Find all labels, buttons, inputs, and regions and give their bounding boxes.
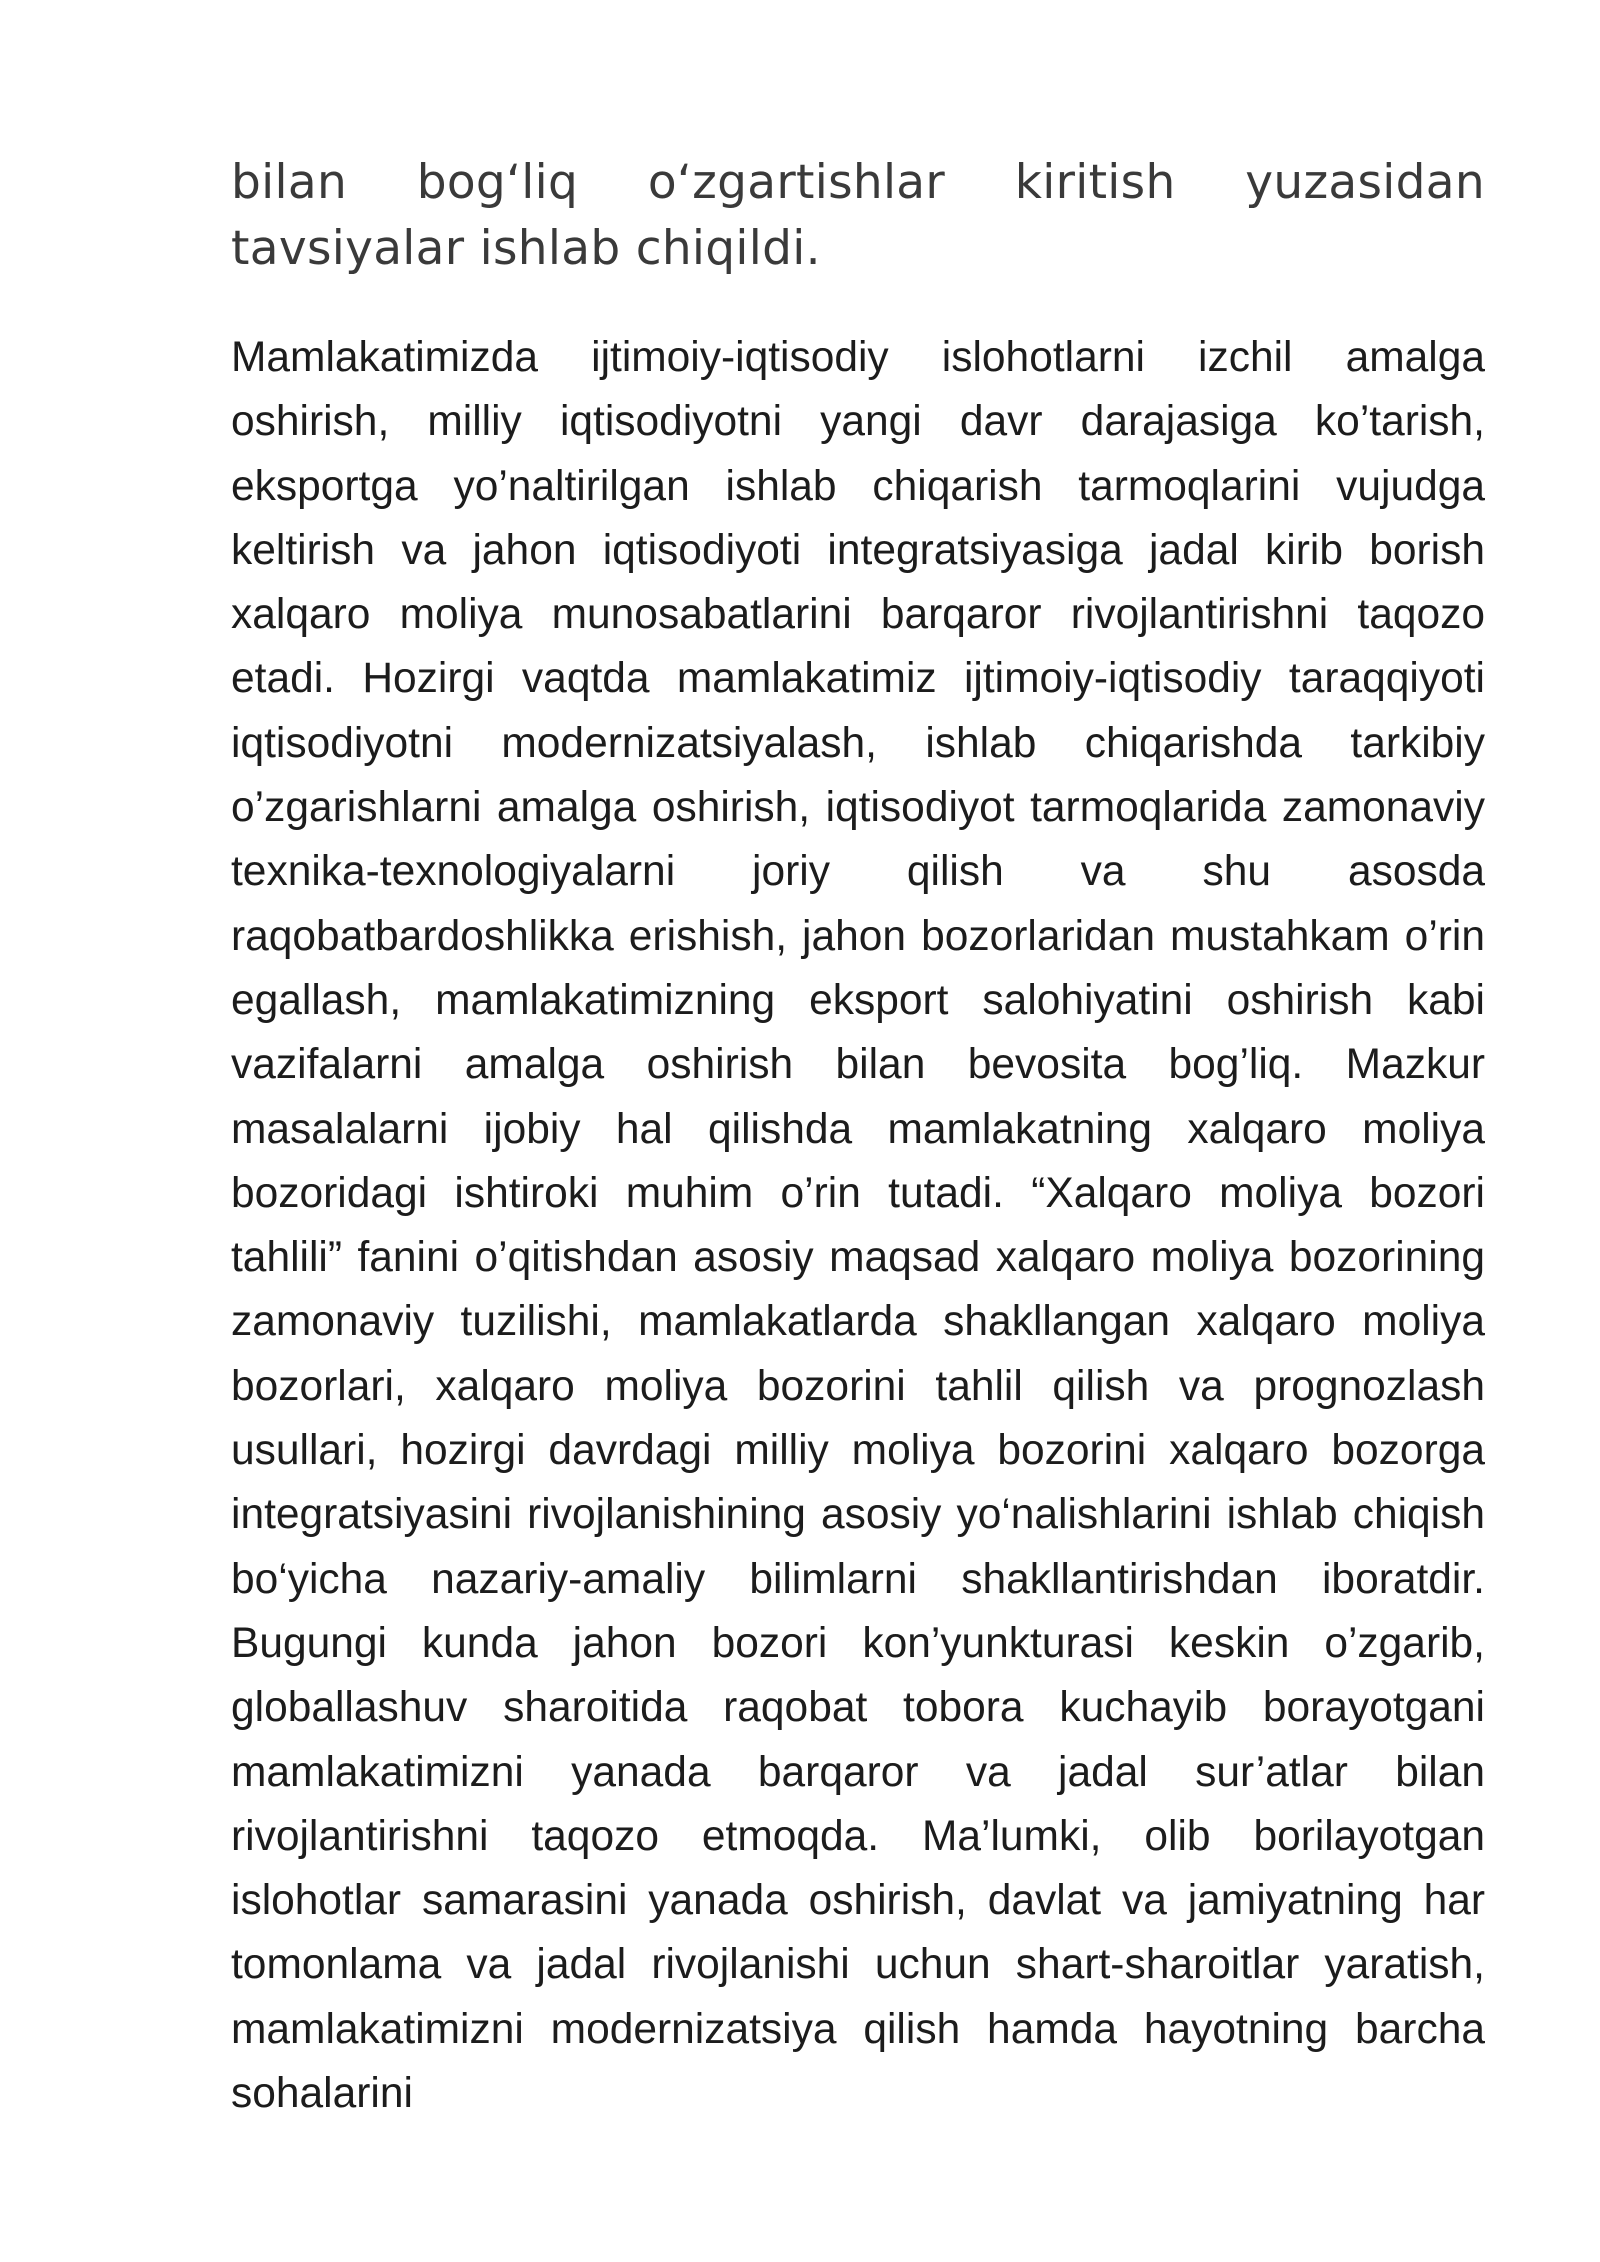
page-content: [231, 150, 1485, 2126]
lead-paragraph: bilan bog‘liq o‘zgartishlar kiritish yuzasidan tavsiyalar ishlab chiqildi.: [231, 155, 1485, 276]
main-paragraph: Mamlakatimizda ijtimoiy-iqtisodiy islohotlarni izchil amalga oshirish, milliy iqtisodiyotni yangi davr darajasiga ko’tarish, eksportga yo’naltirilgan ishlab chiqarish tarmoqlarini vujudga keltirish va jahon iqtisodiyoti integratsiyasiga jadal kirib borish xalqaro moliya munosabatlarini barqaror rivojlantirishni taqozo etadi. Hozirgi vaqtda mamlakatimiz ijtimoiy-iqtisodiy taraqqiyoti iqtisodiyotni modernizatsiyalash, ishlab chiqarishda tarkibiy o’zgarishlarni amalga oshirish, iqtisodiyot tarmoqlarida zamonaviy texnika-texnologiyalarni joriy qilish va shu asosda raqobatbardoshlikka erishish, jahon bozorlaridan mustahkam o’rin egallash, mamlakatimizning eksport salohiyatini oshirish kabi vazifalarni amalga oshirish bilan bevosita bog’liq. Mazkur masalalarni ijobiy hal qilishda mamlakatning xalqaro moliya bozoridagi ishtiroki muhim o’rin tutadi. “Xalqaro moliya bozori tahlili” fanini o’qitishdan asosiy maqsad xalqaro moliya bozorining zamonaviy tuzilishi, mamlakatlarda shakllangan xalqaro moliya bozorlari, xalqaro moliya bozorini tahlil qilish va prognozlash usullari, hozirgi davrdagi milliy moliya bozorini xalqaro bozorga integratsiyasini rivojlanishining asosiy yo‘nalishlarini ishlab chiqish bo‘yicha nazariy-amaliy bilimlarni shakllantirishdan iboratdir. Bugungi kunda jahon bozori kon’yunkturasi keskin o’zgarib, globallashuv sharoitida raqobat tobora kuchayib borayotgani mamlakatimizni yanada barqaror va jadal sur’atlar bilan rivojlantirishni taqozo etmoqda. Ma’lumki, olib borilayotgan islohotlar samarasini yanada oshirish, davlat va jamiyatning har tomonlama va jadal rivojlanishi uchun shart-sharoitlar yaratish, mamlakatimizni modernizatsiya qilish hamda hayotning barcha sohalarini: [231, 334, 1485, 2118]
